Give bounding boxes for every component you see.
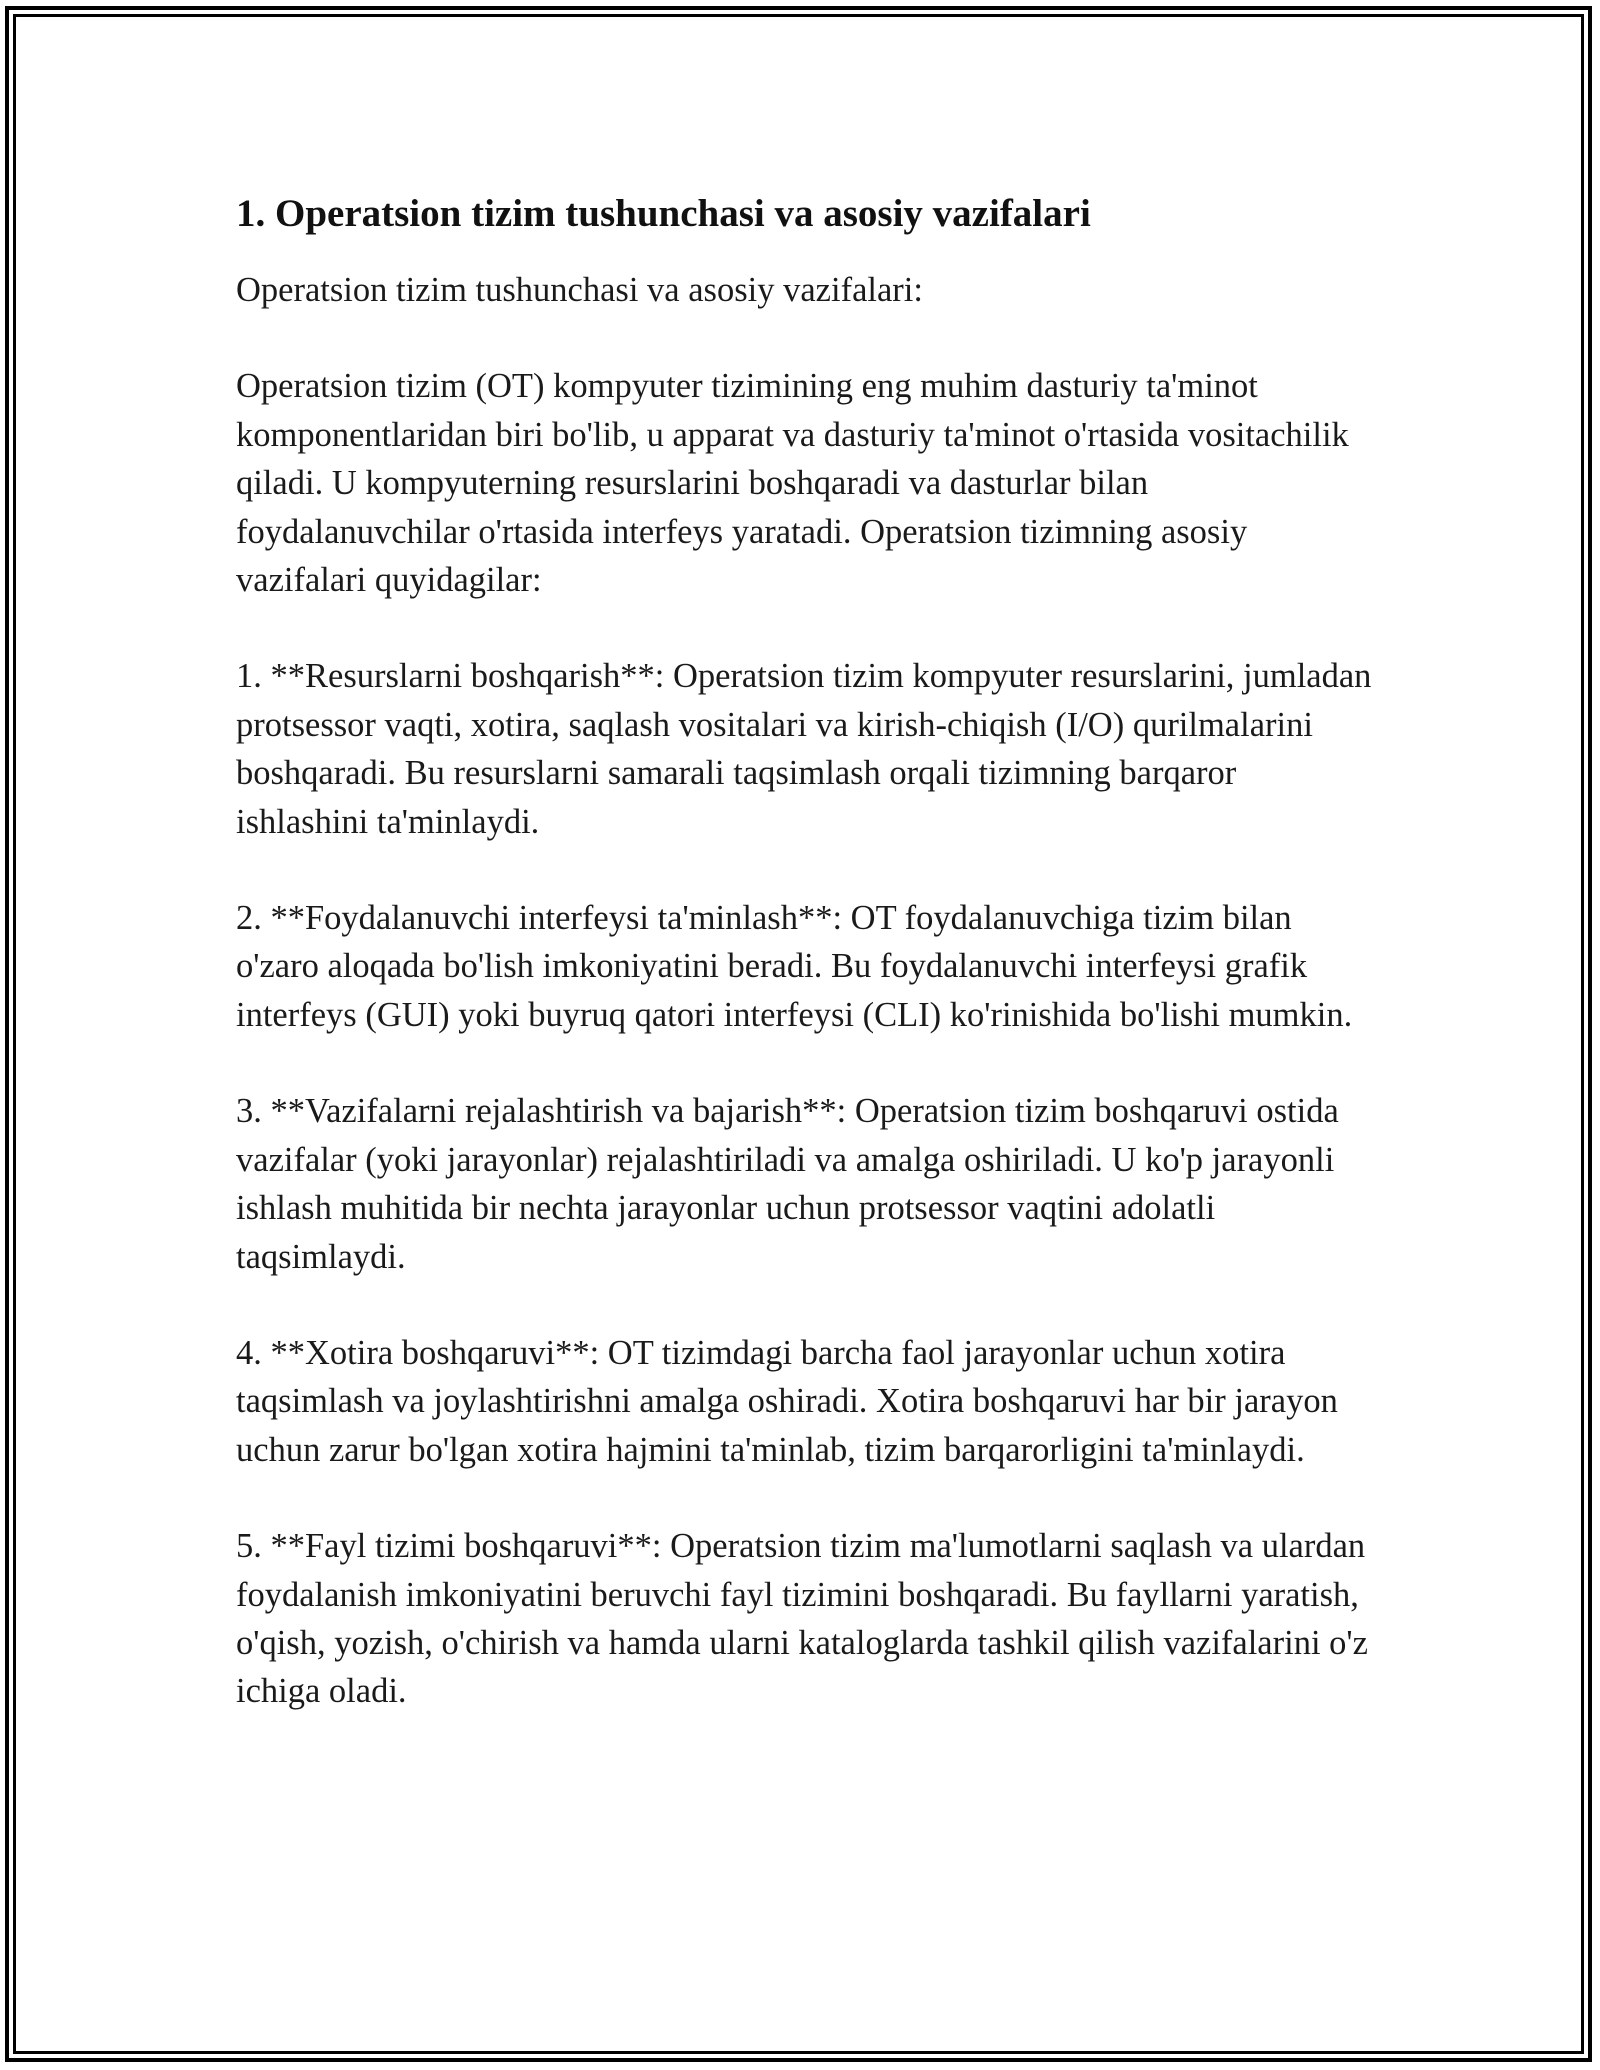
document-title: 1. Operatsion tizim tushunchasi va asosiy vazifalari (236, 192, 1091, 235)
intro-paragraph: Operatsion tizim tushunchasi va asosiy vazifalari: (236, 271, 923, 309)
list-item-file-system-management: 5. **Fayl tizimi boshqaruvi**: Operatsion tizim ma'lumotlarni saqlash va ulardan foydalanish imkoniyatini beruvchi fayl tizimini boshqaradi. Bu fayllarni yaratish, o'qish, yozish, o'chirish va hamda ularni kataloglarda tashkil qilish vazifalarini o'z ichiga oladi. (236, 1527, 1368, 1711)
list-item-resource-management: 1. **Resurslarni boshqarish**: Operatsion tizim kompyuter resurslarini, jumladan protsessor vaqti, xotira, saqlash vositalari va kirish-chiqish (I/O) qurilmalarini boshqaradi. Bu resurslarni samarali taqsimlash orqali tizimning barqaror ishlashini ta'minlaydi. (236, 657, 1372, 841)
document-body (236, 184, 1376, 1764)
list-item-task-scheduling: 3. **Vazifalarni rejalashtirish va bajarish**: Operatsion tizim boshqaruvi ostida vazifalar (yoki jarayonlar) rejalashtiriladi va amalga oshiriladi. U ko'p jarayonli ishlash muhitida bir nechta jarayonlar uchun protsessor vaqtini adolatli taqsimlaydi. (236, 1092, 1339, 1276)
list-item-user-interface: 2. **Foydalanuvchi interfeysi ta'minlash**: OT foydalanuvchiga tizim bilan o'zaro aloqada bo'lish imkoniyatini beradi. Bu foydalanuvchi interfeysi grafik interfeys (GUI) yoki buyruq qatori interfeysi (CLI) ko'rinishida bo'lishi mumkin. (236, 899, 1353, 1034)
list-item-memory-management: 4. **Xotira boshqaruvi**: OT tizimdagi barcha faol jarayonlar uchun xotira taqsimlash va joylashtirishni amalga oshiradi. Xotira boshqaruvi har bir jarayon uchun zarur bo'lgan xotira hajmini ta'minlab, tizim barqarorligini ta'minlaydi. (236, 1333, 1338, 1469)
overview-paragraph: Operatsion tizim (OT) kompyuter tizimining eng muhim dasturiy ta'minot komponentlaridan biri bo'lib, u apparat va dasturiy ta'minot o'rtasida vositachilik qiladi. U kompyuterning resurslarini boshqaradi va dasturlar bilan foydalanuvchilar o'rtasida interfeys yaratadi. Operatsion tizimning asosiy vazifalari quyidagilar: (236, 367, 1349, 600)
